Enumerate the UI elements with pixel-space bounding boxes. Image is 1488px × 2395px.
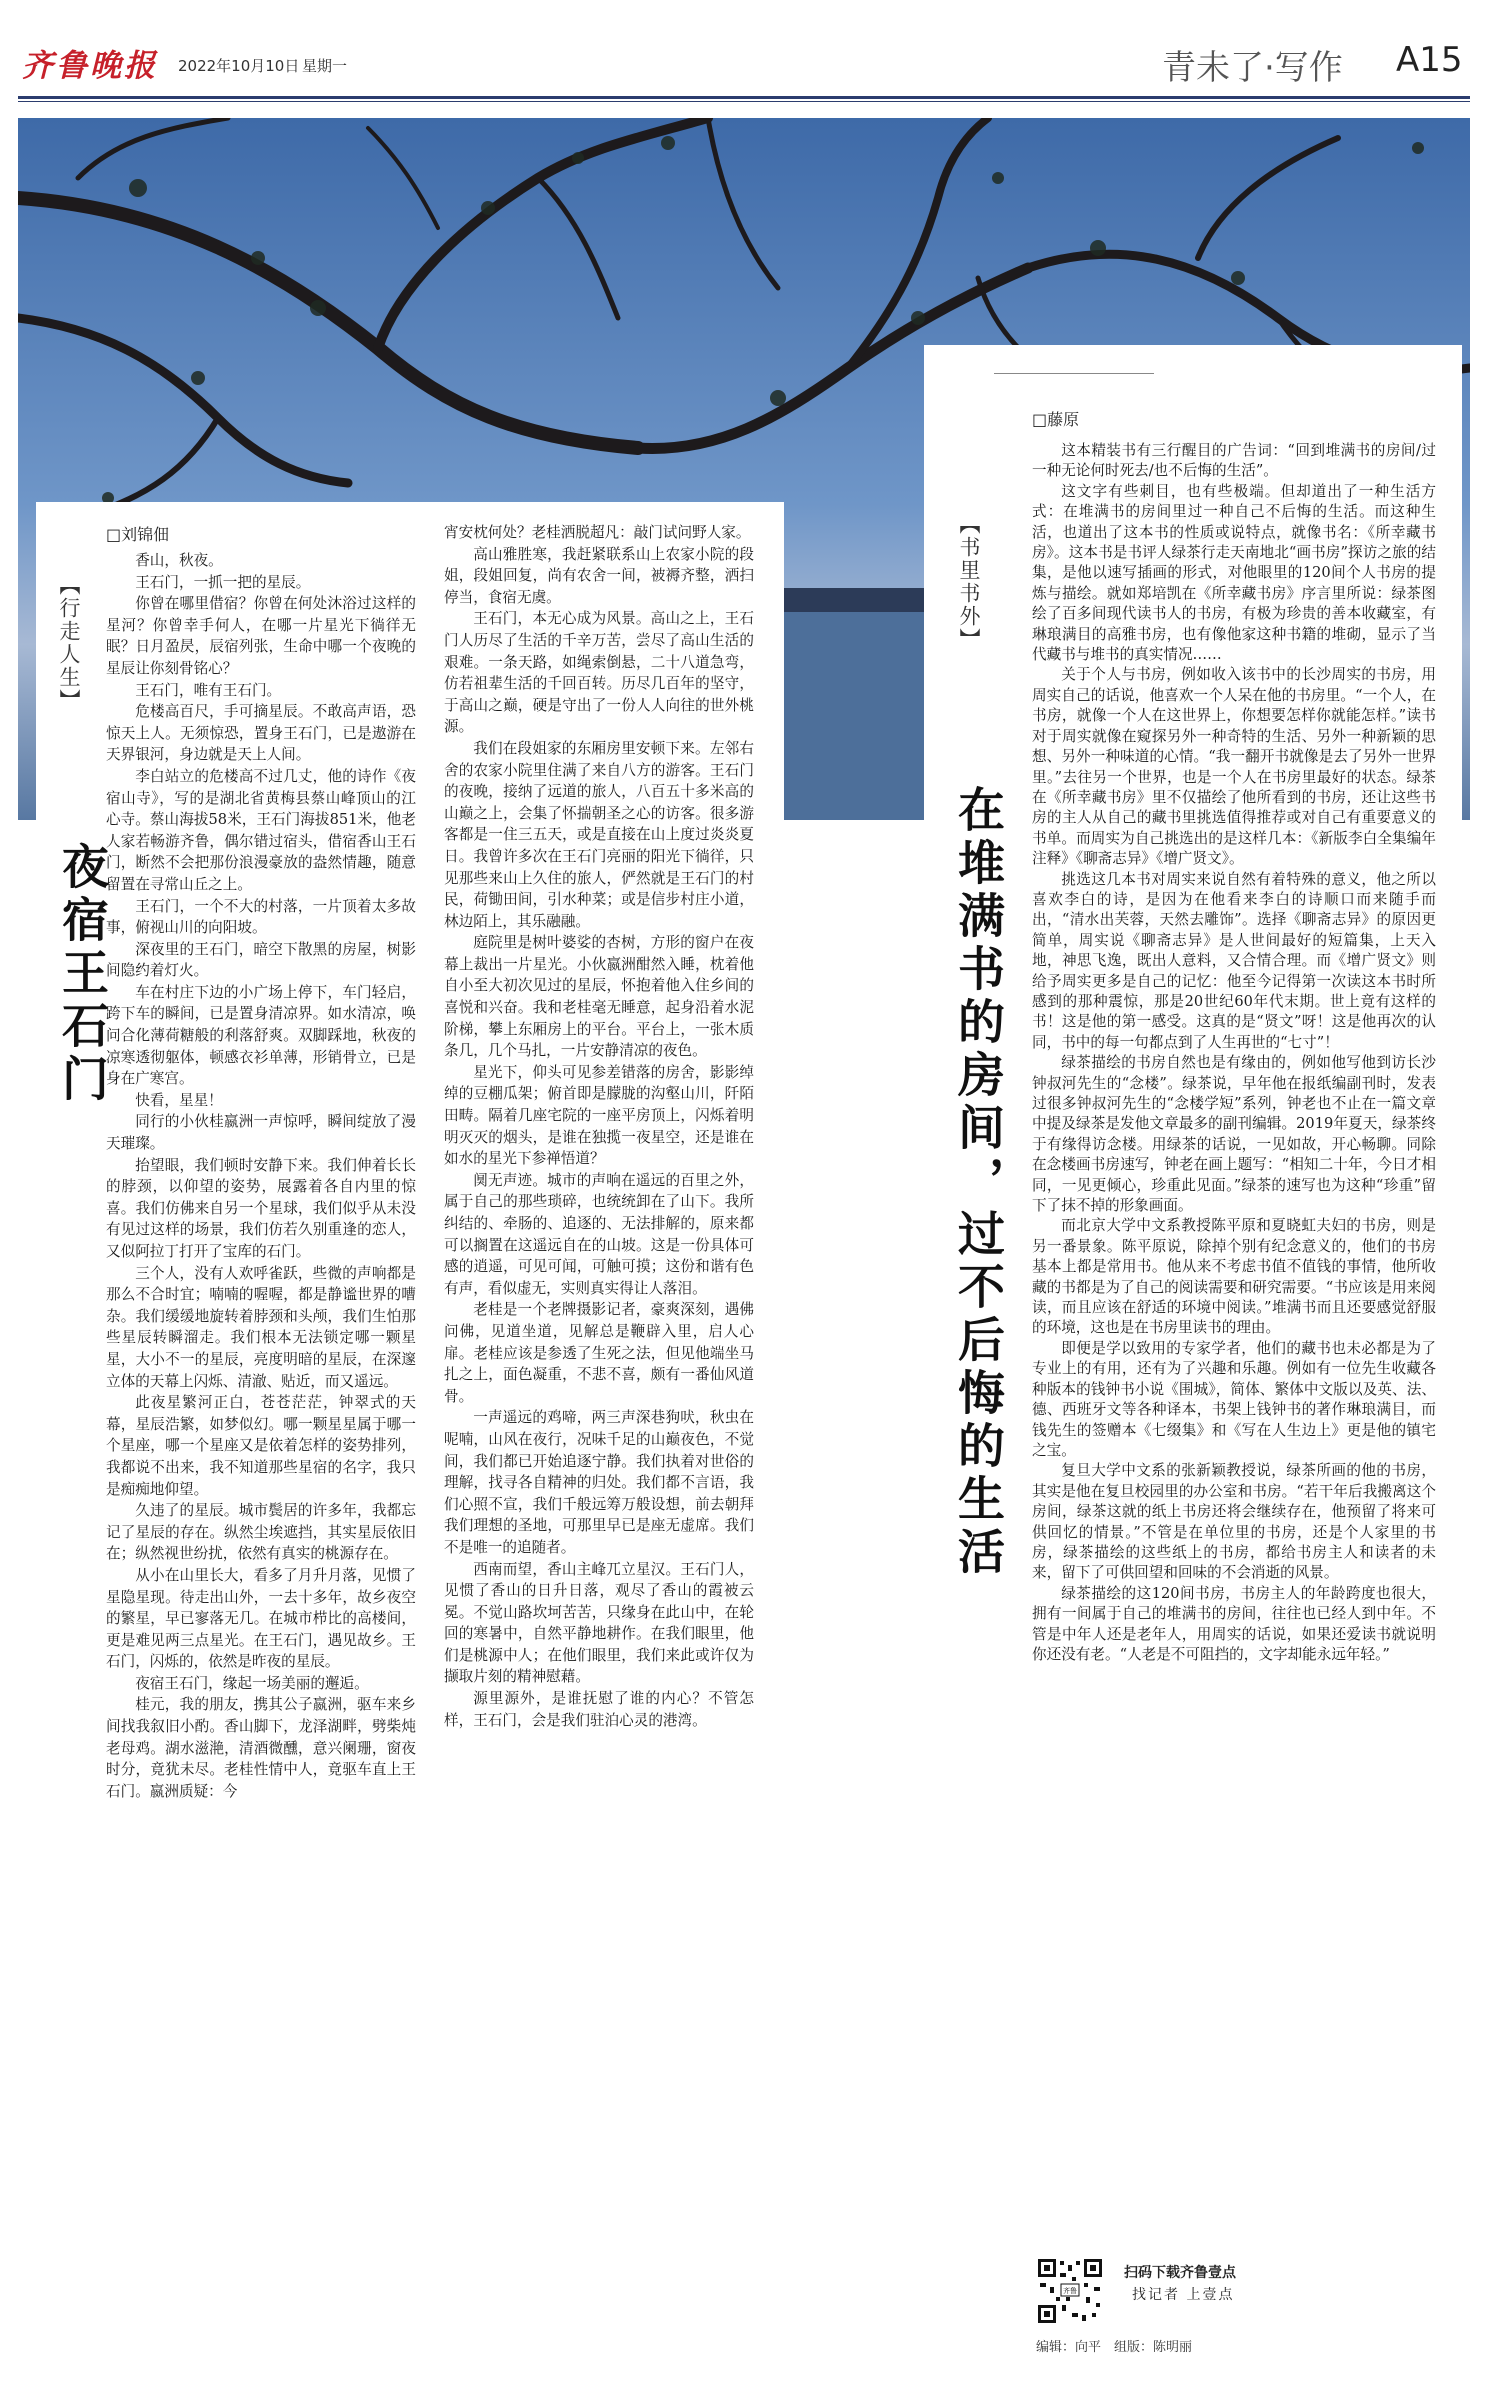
right-article-title: 在堆满书的房间，过不后悔的生活 xyxy=(950,785,1005,1580)
paragraph: 挑选这几本书对周实来说自然有着特殊的意义，他之所以喜欢李白的诗，是因为在他看来李白的诗顺口而来随手而出，“清水出芙蓉，天然去雕饰”。选择《聊斋志异》的原因更简单，周实说《聊斋志异》是人世间最好的短篇集，上天入地，神思飞逸，既出人意料，又合情合理。而《增广贤文》则给予周实更多是自己的记忆：他至今记得第一次读这本书时所感到的那种震惊，那是20世纪60年代末期。世上竟有这样的书！这是他的第一感受。这真的是“贤文”呀！这是他再次的认同，书中的每一句都点到了人生再世的“七寸”！ xyxy=(1032,870,1436,1051)
paragraph: 此夜星繁河正白，苍苍茫茫，钟翠式的天幕，星辰浩繁，如梦似幻。哪一颗星星属于哪一个星座，哪一个星座又是依着怎样的姿势排列，我都说不出来，我不知道那些星宿的名字，我只是痴痴地仰望。 xyxy=(106,1394,416,1498)
paragraph: 我们在段姐家的东厢房里安顿下来。左邻右舍的农家小院里住满了来自八方的游客。王石门的夜晚，接纳了远道的旅人，八百五十多米高的山巅之上，会集了怀揣朝圣之心的访客。很多游客都是一住三五天，或是直接在山上度过炎炎夏日。我曾许多次在王石门亮丽的阳光下徜徉，只见那些来山上久住的旅人，俨然就是王石门的村民，荷锄田间，引水种菜；或是信步村庄小道，林边陌上，其乐融融。 xyxy=(444,739,754,930)
paragraph: 久违了的星辰。城市鬓居的许多年，我都忘记了星辰的存在。纵然尘埃遮挡，其实星辰依旧在；纵然视世纷扰，依然有真实的桃源存在。 xyxy=(106,1502,416,1563)
paragraph: 王石门，唯有王石门。 xyxy=(135,681,282,699)
paragraph: 王石门，本无心成为风景。高山之上，王石门人历尽了生活的千辛万苦，尝尽了高山生活的艰难。一条天路，如绳索倒悬，二十八道急弯，仿若祖辈生活的千回百转。历尽几百年的坚守，于高山之巅，硬是守出了一份人人向往的世外桃源。 xyxy=(444,610,754,736)
paragraph: 李白站立的危楼高不过几丈，他的诗作《夜宿山寺》，写的是湖北省黄梅县蔡山峰顶山的江心寺。蔡山海拔58米，王石门海拔851米，他老人家若畅游齐鲁，偶尔错过宿头，借宿香山王石门，断然不会把那份浪漫豪放的盎然情趣，随意留置在寻常山丘之上。 xyxy=(106,767,416,893)
paragraph: 王石门，一个不大的村落，一片顶着太多故事，俯视山川的向阳坡。 xyxy=(106,897,416,937)
paragraph: 危楼高百尺，手可摘星辰。不敢高声语，恐惊天上人。无须惊恐，置身王石门，已是遨游在天界银河，身边就是天上人间。 xyxy=(106,703,416,764)
masthead xyxy=(0,0,1488,100)
scan-text: 扫码下载齐鲁壹点 xyxy=(1124,2265,1236,2281)
qr-code[interactable] xyxy=(1036,2257,1104,2325)
paragraph: 庭院里是树叶婆娑的杏树，方形的窗户在夜幕上裁出一片星光。小伙嬴洲酣然入睡，枕着他自小至大初次见过的星辰，怀抱着他入住乡间的喜悦和兴奋。我和老桂毫无睡意，起身沿着水泥阶梯，攀上东厢房上的平台。平台上，一张木质条几，几个马扎，一片安静清凉的夜色。 xyxy=(444,934,754,1060)
paragraph: 一声遥远的鸡啼，两三声深巷狗吠，秋虫在呢喃，山风在夜行，况味千足的山巅夜色，不觉间，我们都已开始追逐宁静。我们执着对世俗的理解，找寻各自精神的归处。我们都不言语，我们心照不宣，我们千般远筹万般设想，前去朝拜我们理想的圣地，可那里早已是座无虚席。我们不是唯一的追随者。 xyxy=(444,1409,754,1556)
left-article-title: 夜宿王石门 xyxy=(54,842,109,1107)
paragraph: 从小在山里长大，看多了月升月落，见惯了星隐星现。待走出山外，一去十多年，故乡夜空的繁星，早已寥落无几。在城市栉比的高楼间，更是难见两三点星光。在王石门，遇见故乡。王石门，闪烁的，依然是昨夜的星辰。 xyxy=(106,1566,416,1671)
paragraph: 老桂是一个老牌摄影记者，豪爽深刻，遇佛问佛，见道坐道，见解总是鞭辟入里，启人心扉。老桂应该是参透了生死之法，但见他端坐马扎之上，面色凝重，不悲不喜，颇有一番仙风道骨。 xyxy=(444,1301,754,1405)
paragraph: 高山雅胜寒，我赶紧联系山上农家小院的段姐，段姐回复，尚有农舍一间，被褥齐整，洒扫停当，食宿无虞。 xyxy=(444,545,754,606)
paragraph: 阒无声迹。城市的声响在遥远的百里之外，属于自己的那些琐碎，也统统卸在了山下。我所纠结的、牵肠的、追逐的、无法排解的，原来都可以搁置在这遥远自在的山坡。这是一份具体可感的逍遥，可见可闻，可触可摸；这份和谐有色有声，看似虚无，实则真实得让人落泪。 xyxy=(444,1171,754,1297)
header-rule-thin xyxy=(18,101,1470,102)
paragraph: 复旦大学中文系的张新颖教授说，绿茶所画的他的书房，其实是他在复旦校园里的办公室和书房。“若干年后我搬离这个房间，绿茶这就的纸上书房还将会继续存在，他预留了将来可供回忆的情景。”不管是在单位里的书房，还是个人家里的书房，绿茶描绘的这些纸上的书房，都给书房主人和读者的未来，留下了可供回望和回味的不会消逝的风景。 xyxy=(1032,1462,1436,1582)
page-number: A15 xyxy=(1396,40,1463,80)
paragraph: 你曾在哪里借宿？你曾在何处沐浴过这样的星河？你曾幸手何人，在哪一片星光下徜徉无眠？日月盈昃，辰宿列张，生命中哪一个夜晚的星辰让你刻骨铭心？ xyxy=(106,595,416,677)
paragraph: 绿茶描绘的书房自然也是有缘由的，例如他写他到访长沙钟叔河先生的“念楼”。绿茶说，早年他在报纸编副刊时，发表过很多钟叔河先生的“念楼学短”系列，钟老也不止在一篇文章中提及绿茶是发他文章最多的副刊编辑。2019年夏天，绿茶终于有缘得访念楼。用绿茶的话说，一见如故，开心畅聊。同除在念楼画书房速写，钟老在画上题写：“相知二十年，今日才相同，一见更倾心，珍重此见面。”绿茶的速写也为这种“珍重”留下了抹不掉的形象画面。 xyxy=(1032,1054,1436,1215)
issue-weekday: 星期一 xyxy=(302,57,348,75)
paragraph: 快看，星星！ xyxy=(135,1091,223,1109)
editor-credits: 编辑：向平 组版：陈明丽 xyxy=(1036,2340,1193,2355)
title-divider xyxy=(994,373,1154,374)
paragraph: 三个人，没有人欢呼雀跃，些微的声响都是那么不合时宜；喃喃的喔喔，都是静谧世界的嘈杂。我们缓缓地旋转着脖颈和头颅，我们生怕那些星辰转瞬溜走。我们根本无法锁定哪一颗星星，大小不一的星辰，亮度明暗的星辰，在深邃立体的天幕上闪烁、清澈、贴近，而又遥远。 xyxy=(106,1264,416,1390)
left-article xyxy=(36,502,784,2347)
right-article-author: □藤原 xyxy=(1032,410,1080,429)
paragraph: 源里源外，是谁抚慰了谁的内心？不管怎样，王石门，会是我们驻泊心灵的港湾。 xyxy=(444,1690,754,1729)
left-article-author: □刘锦佃 xyxy=(106,525,170,544)
left-column-tag: 【行走人生】 xyxy=(57,574,81,712)
right-article xyxy=(924,345,1462,2347)
paragraph: 宵安枕何处？老桂洒脱超凡：敲门试问野人家。 xyxy=(444,524,751,541)
right-column-tag: 【书里书外】 xyxy=(957,513,981,651)
newspaper-logo: 齐鲁晚报 xyxy=(22,48,158,84)
paragraph: 这文字有些刺目，也有些极端。但却道出了一种生活方式：在堆满书的房间里过一种自己不后悔的生活。而这种生活，也道出了这本书的性质或说特点，就像书名：《所幸藏书房》。这本书是书评人绿茶行走天南地北“画书房”探访之旅的结集，是他以速写插画的形式，对他眼里的120间个人书房的提炼与描绘。就如郑培凯在《所幸藏书房》序言里所说：绿茶图绘了百多间现代读书人的书房，有极为珍贵的善本收藏室，有琳琅满目的高雅书房，也有像他家这种书籍的堆砌，显示了当代藏书与堆书的真实情况…… xyxy=(1032,482,1436,664)
paragraph: 抬望眼，我们顿时安静下来。我们伸着长长的脖颈，以仰望的姿势，展露着各自内里的惊喜。我们仿佛来自另一个星球，我们似乎从未没有见过这样的场景，我们仿若久别重逢的恋人，又似阿拉丁打开了宝库的石门。 xyxy=(106,1156,416,1260)
paragraph: 深夜里的王石门，暗空下散黑的房屋，树影间隐约着灯火。 xyxy=(106,940,416,980)
paragraph: 而北京大学中文系教授陈平原和夏晓虹夫妇的书房，则是另一番景象。陈平原说，除掉个别有纪念意义的，他们的书房基本上都是常用书。他从来不考虑书值不值钱的事情，他所收藏的书都是为了自己的阅读需要和研究需要。“书应该是用来阅读，而且应该在舒适的环境中阅读。”堆满书而且还要感觉舒服的环境，这也是在书房里读书的理由。 xyxy=(1032,1217,1436,1337)
paragraph: 王石门，一抓一把的星辰。 xyxy=(135,573,311,591)
paragraph: 车在村庄下边的小广场上停下，车门轻启，跨下车的瞬间，已是置身清凉界。如水清凉，唤问合化薄荷糖般的利落舒爽。双脚踩地，秋夜的凉寒透彻躯体，顿感衣衫单薄，形销骨立，已是身在广寒宫。 xyxy=(106,983,416,1088)
find-reporter-text: 找记者 上壹点 xyxy=(1132,2287,1235,2303)
paragraph: 西南而望，香山主峰兀立星汉。王石门人，见惯了香山的日升日落，观尽了香山的霞被云冕。不觉山路坎坷苦苦，只缘身在此山中，在轮回的寒暑中，自然平静地耕作。在我们眼里，他们是桃源中人；在他们眼里，我们来此或许仅为撷取片刻的精神慰藉。 xyxy=(444,1560,754,1686)
paragraph: 绿茶描绘的这120间书房，书房主人的年龄跨度也很大，拥有一间属于自己的堆满书的房间，往往也已经人到中年。不管是中年人还是老年人，用周实的话说，如果还爱读书就说明你还没有老。“人老是不可阻挡的，文字却能永远年轻。” xyxy=(1032,1584,1436,1663)
left-article-col1 xyxy=(106,550,416,1802)
right-article-body xyxy=(1032,441,1436,1665)
header-rule xyxy=(18,96,1470,99)
paragraph: 夜宿王石门，缘起一场美丽的邂逅。 xyxy=(135,1674,369,1692)
left-article-col2 xyxy=(444,522,754,1731)
qr-center-label: 齐鲁 xyxy=(1063,2287,1077,2295)
section-name: 青未了·写作 xyxy=(1162,48,1343,88)
paragraph: 关于个人与书房，例如收入该书中的长沙周实的书房，用周实自己的话说，他喜欢一个人呆在他的书房里。“一个人，在书房，就像一个人在这世界上，你想要怎样你就能怎样。”读书对于周实就像在窥探另外一种奇特的生活、另外一种新颖的思想、另外一种味道的心情。“我一翻开书就像是去了另外一世界里。”去往另一个世界，也是一个人在书房里最好的状态。绿茶在《所幸藏书房》里不仅描绘了他所看到的书房，还让这些书房的主人从自己的藏书里挑选值得推荐或对自己有重要意义的书单。而周实为自己挑选出的是这样几本：《新版李白全集编年注释》《聊斋志异》《增广贤文》。 xyxy=(1032,666,1436,868)
paragraph: 这本精装书有三行醒目的广告词：“回到堆满书的房间/过一种无论何时死去/也不后悔的生活”。 xyxy=(1032,442,1436,480)
paragraph: 同行的小伙桂嬴洲一声惊呼，瞬间绽放了漫天璀璨。 xyxy=(106,1113,416,1153)
paragraph: 星光下，仰头可见参差错落的房舍，影影绰绰的豆棚瓜架；俯首即是朦胧的沟壑山川，阡陌田畴。隔着几座宅院的一座平房顶上，闪烁着明明灭灭的烟头，是谁在独揽一夜星空，还是谁在如水的星光下参禅悟道？ xyxy=(444,1063,754,1168)
paragraph: 即便是学以致用的专家学者，他们的藏书也未必都是为了专业上的有用，还有为了兴趣和乐趣。例如有一位先生收藏各种版本的钱钟书小说《围城》，简体、繁体中文版以及英、法、德、西班牙文等各种译本，书架上钱钟书的著作琳琅满目，而钱先生的签赠本《七缀集》和《写在人生边上》更是他的镇宅之宝。 xyxy=(1032,1339,1436,1459)
paragraph: 桂元，我的朋友，携其公子嬴洲，驱车来乡间找我叙旧小酌。香山脚下，龙泽湖畔，劈柴炖老母鸡。湖水滋滟，清酒微醺，意兴阑珊，窗夜时分，竟犹未尽。老桂性情中人，竟驱车直上王石门。嬴洲质疑：今 xyxy=(106,1696,416,1800)
paragraph: 香山，秋夜。 xyxy=(135,552,223,569)
issue-date: 2022年10月10日 xyxy=(178,57,300,75)
